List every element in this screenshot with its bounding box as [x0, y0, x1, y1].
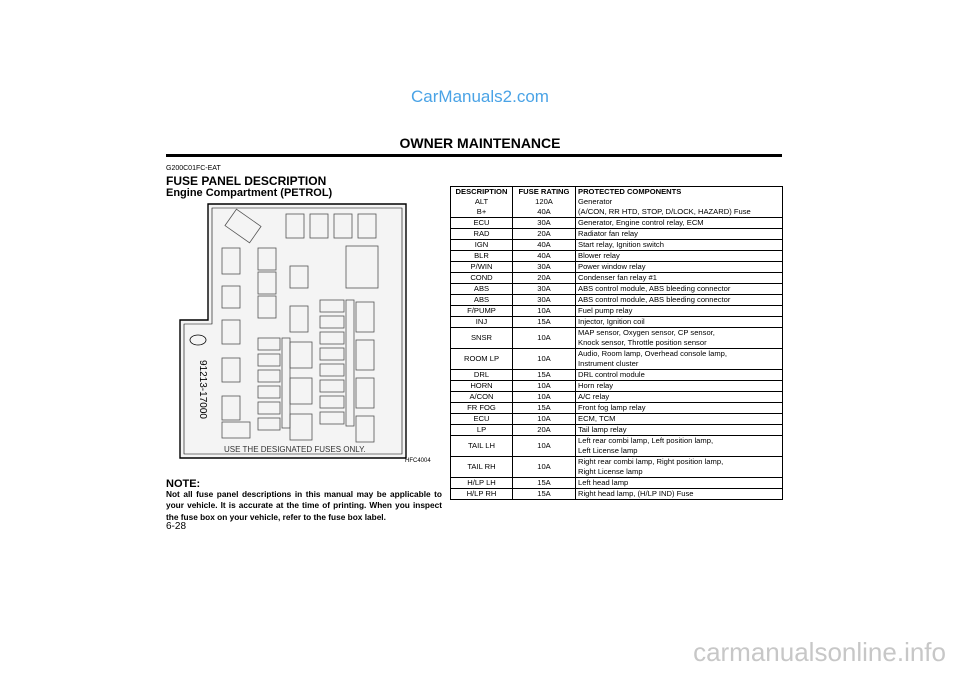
fuse-rating: 10A — [513, 392, 576, 403]
fuse-protected-components — [576, 317, 783, 328]
component-line: ABS control module, ABS bleeding connector — [578, 295, 731, 304]
component-line: Horn relay — [578, 381, 614, 390]
component-line: Instrument cluster — [578, 359, 639, 368]
fuse-protected-components — [576, 306, 783, 317]
component-line: Left License lamp — [578, 446, 638, 455]
fuse-rating: 20A — [513, 425, 576, 436]
fuse-description: TAIL RH — [451, 457, 513, 478]
fuse-description: INJ — [451, 317, 513, 328]
fuse-table-row — [451, 284, 783, 295]
fuse-rating: 30A — [513, 284, 576, 295]
fuse-table-row — [451, 370, 783, 381]
fuse-rating: 30A — [513, 218, 576, 229]
fuse-description: ECU — [451, 218, 513, 229]
fuse-rating: 10A — [513, 457, 576, 478]
fuse-table-row — [451, 262, 783, 273]
fuse-protected-components — [576, 229, 783, 240]
fuse-table — [450, 186, 783, 500]
fuse-protected-components — [576, 328, 783, 349]
fuse-protected-components — [576, 240, 783, 251]
fuse-protected-components — [576, 197, 783, 207]
component-line: Injector, Ignition coil — [578, 317, 645, 326]
fuse-description: ROOM LP — [451, 349, 513, 370]
fuse-protected-components — [576, 381, 783, 392]
fuse-rating: 30A — [513, 262, 576, 273]
fuse-description: P/WIN — [451, 262, 513, 273]
fuse-protected-components — [576, 457, 783, 478]
fuse-table-row — [451, 349, 783, 370]
fuse-protected-components — [576, 478, 783, 489]
component-line: DRL control module — [578, 370, 645, 379]
fuse-table-row — [451, 392, 783, 403]
fuse-table-row — [451, 425, 783, 436]
fuse-description: ABS — [451, 295, 513, 306]
component-line: Tail lamp relay — [578, 425, 627, 434]
fuse-box-drawing — [178, 202, 438, 464]
fuse-protected-components — [576, 251, 783, 262]
fuse-protected-components — [576, 370, 783, 381]
fuse-description: ABS — [451, 284, 513, 295]
fuse-description: IGN — [451, 240, 513, 251]
fuse-rating: 15A — [513, 478, 576, 489]
fuse-rating: 20A — [513, 229, 576, 240]
component-line: Knock sensor, Throttle position sensor — [578, 338, 707, 347]
component-line: Condenser fan relay #1 — [578, 273, 657, 282]
component-line: ABS control module, ABS bleeding connector — [578, 284, 731, 293]
fuse-protected-components — [576, 392, 783, 403]
fuse-rating: 15A — [513, 370, 576, 381]
fuse-protected-components — [576, 284, 783, 295]
component-line: MAP sensor, Oxygen sensor, CP sensor, — [578, 328, 715, 337]
fuse-protected-components — [576, 295, 783, 306]
fuse-protected-components — [576, 262, 783, 273]
section-title: FUSE PANEL DESCRIPTION — [166, 174, 327, 188]
fuse-description: HORN — [451, 381, 513, 392]
fuse-description: ALT — [451, 197, 513, 207]
fuse-description: COND — [451, 273, 513, 284]
fuse-description: SNSR — [451, 328, 513, 349]
fuse-description: B+ — [451, 207, 513, 218]
fuse-table-row — [451, 489, 783, 500]
section-code: G200C01FC-EAT — [166, 165, 221, 172]
component-line: Blower relay — [578, 251, 620, 260]
fuse-table-row — [451, 197, 783, 207]
component-line: Start relay, Ignition switch — [578, 240, 664, 249]
fuse-description: F/PUMP — [451, 306, 513, 317]
fuse-rating: 10A — [513, 349, 576, 370]
page-number: 6-28 — [166, 521, 187, 532]
fuse-description: A/CON — [451, 392, 513, 403]
header-description: DESCRIPTION — [451, 187, 513, 198]
fuse-rating: 40A — [513, 207, 576, 218]
fuse-description: RAD — [451, 229, 513, 240]
component-line: Radiator fan relay — [578, 229, 638, 238]
fuse-table-row — [451, 306, 783, 317]
component-line: Power window relay — [578, 262, 646, 271]
fuse-rating: 10A — [513, 436, 576, 457]
fuse-protected-components — [576, 489, 783, 500]
fuse-protected-components — [576, 207, 783, 218]
header-fuse-rating: FUSE RATING — [513, 187, 576, 198]
fuse-table-row — [451, 414, 783, 425]
fuse-protected-components — [576, 349, 783, 370]
component-line: Left rear combi lamp, Left position lamp, — [578, 436, 714, 445]
component-line: Right rear combi lamp, Right position lamp, — [578, 457, 724, 466]
fuse-table-row — [451, 251, 783, 262]
fuse-table-row — [451, 295, 783, 306]
fuse-rating: 10A — [513, 306, 576, 317]
fuse-rating: 120A — [513, 197, 576, 207]
header-rule — [166, 154, 782, 157]
component-line: Left head lamp — [578, 478, 629, 487]
fuse-rating: 10A — [513, 328, 576, 349]
fuse-table-row — [451, 207, 783, 218]
fuse-table-row — [451, 240, 783, 251]
fuse-description: LP — [451, 425, 513, 436]
note-body: Not all fuse panel descriptions in this manual may be applicable to your vehicle. It is accurate at the time of printing. When you inspect the fuse box on your vehicle, refer to the fuse box label. — [166, 489, 442, 522]
fuse-rating: 40A — [513, 240, 576, 251]
fuse-protected-components — [576, 273, 783, 284]
component-line: Generator, Engine control relay, ECM — [578, 218, 704, 227]
fuse-protected-components — [576, 414, 783, 425]
component-line: Front fog lamp relay — [578, 403, 646, 412]
watermark-bottom: carmanualsonline.info — [693, 637, 946, 667]
fuse-table-row — [451, 403, 783, 414]
fuse-rating: 30A — [513, 295, 576, 306]
fuse-box-diagram — [178, 202, 438, 464]
fuse-table-body — [451, 197, 783, 500]
fuse-description: BLR — [451, 251, 513, 262]
fuse-table-row — [451, 457, 783, 478]
header-protected-components: PROTECTED COMPONENTS — [578, 187, 682, 196]
component-line: (A/CON, RR HTD, STOP, D/LOCK, HAZARD) Fuse — [578, 207, 751, 216]
fuse-table-row — [451, 218, 783, 229]
fuse-table-row — [451, 317, 783, 328]
fuse-table-row — [451, 436, 783, 457]
fuse-table-header — [451, 187, 783, 198]
fuse-protected-components — [576, 403, 783, 414]
fuse-description: ECU — [451, 414, 513, 425]
fuse-rating: 40A — [513, 251, 576, 262]
fuse-rating: 15A — [513, 403, 576, 414]
page-header-title: OWNER MAINTENANCE — [399, 135, 561, 151]
fuse-rating: 15A — [513, 317, 576, 328]
fuse-protected-components — [576, 218, 783, 229]
component-line: Audio, Room lamp, Overhead console lamp, — [578, 349, 727, 358]
note-title: NOTE: — [166, 478, 201, 490]
fuse-box-banner: USE THE DESIGNATED FUSES ONLY. — [224, 445, 366, 454]
fuse-description: H/LP RH — [451, 489, 513, 500]
fuse-description: TAIL LH — [451, 436, 513, 457]
fuse-box-part-number: 91213-17000 — [197, 360, 208, 419]
fuse-table-row — [451, 328, 783, 349]
fuse-rating: 10A — [513, 381, 576, 392]
component-line: A/C relay — [578, 392, 610, 401]
component-line: Fuel pump relay — [578, 306, 633, 315]
fuse-description: FR FOG — [451, 403, 513, 414]
component-line: Right License lamp — [578, 467, 643, 476]
fuse-rating: 15A — [513, 489, 576, 500]
figure-code: HFC4004 — [405, 458, 431, 464]
section-subtitle: Engine Compartment (PETROL) — [166, 187, 333, 199]
component-line: Generator — [578, 197, 613, 206]
watermark-top: CarManuals2.com — [411, 87, 549, 106]
component-line: Right head lamp, (H/LP IND) Fuse — [578, 489, 694, 498]
fuse-table-row — [451, 273, 783, 284]
fuse-rating: 20A — [513, 273, 576, 284]
fuse-description: DRL — [451, 370, 513, 381]
fuse-description: H/LP LH — [451, 478, 513, 489]
fuse-table-row — [451, 381, 783, 392]
fuse-table-row — [451, 478, 783, 489]
fuse-table-row — [451, 229, 783, 240]
fuse-protected-components — [576, 436, 783, 457]
component-line: ECM, TCM — [578, 414, 616, 423]
fuse-protected-components — [576, 425, 783, 436]
fuse-rating: 10A — [513, 414, 576, 425]
